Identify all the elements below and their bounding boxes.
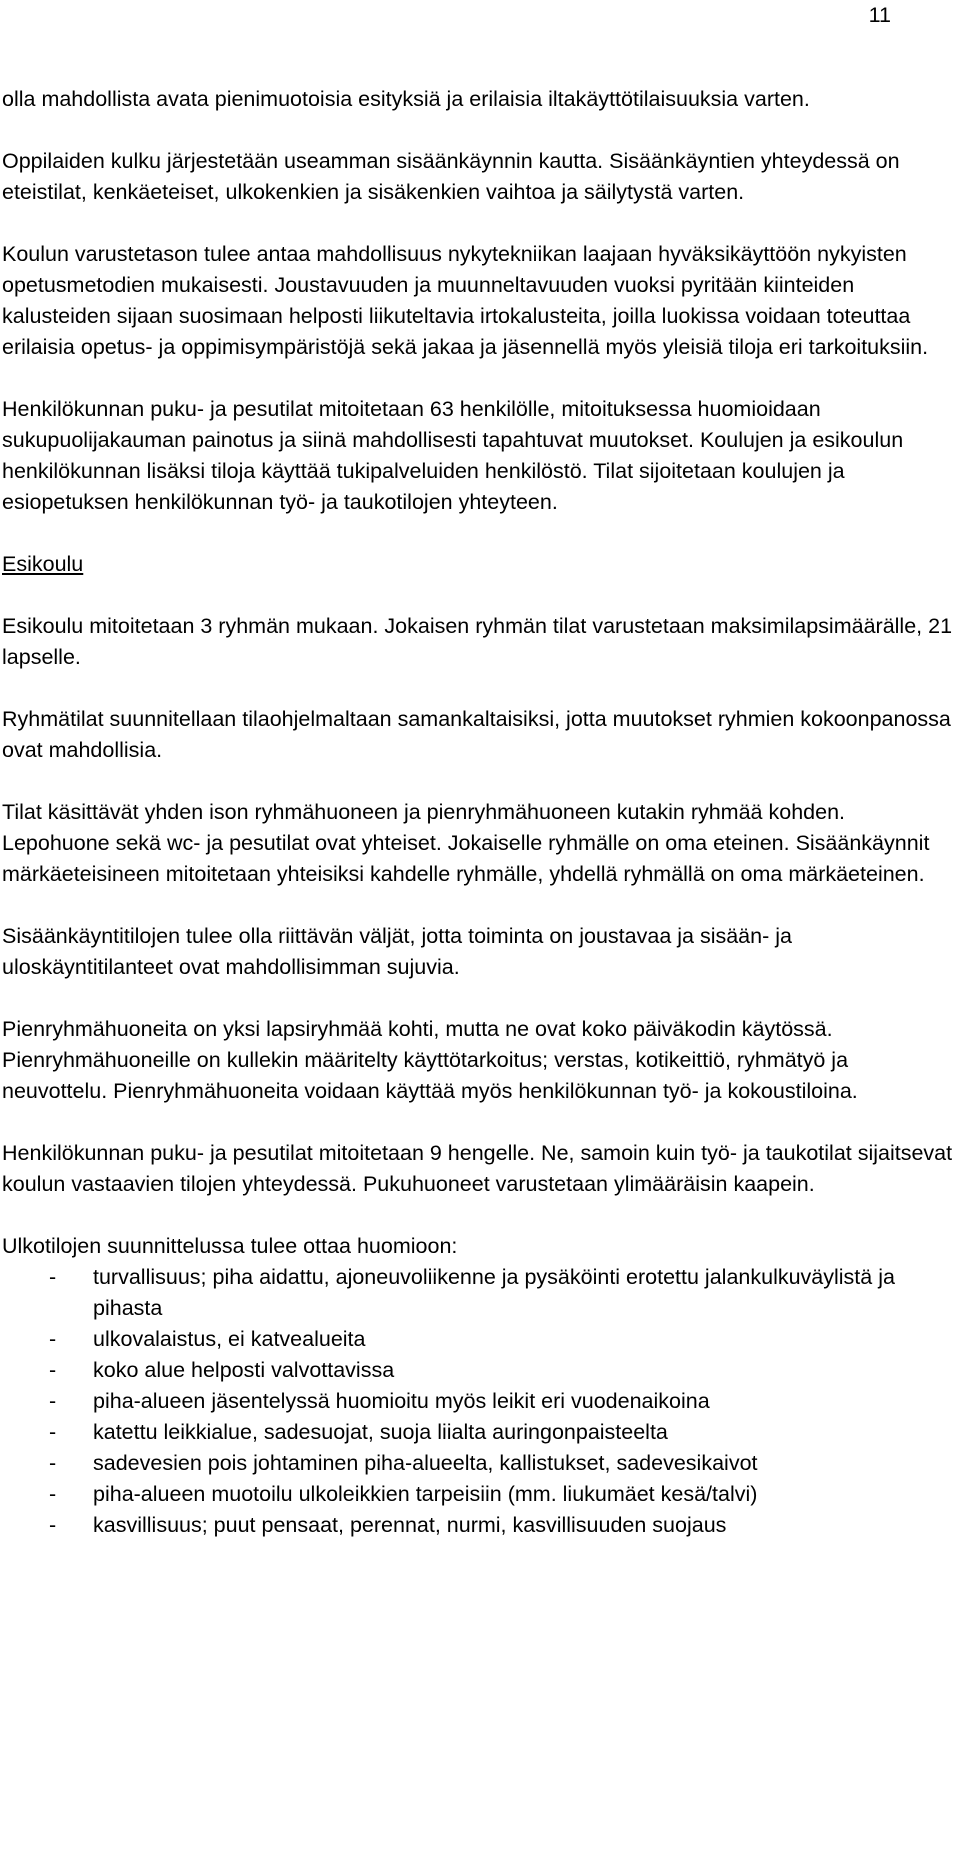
- list-item: [2, 1355, 957, 1386]
- list-item: [2, 1262, 957, 1324]
- page-number: 11: [868, 3, 891, 27]
- paragraph-equipment: Koulun varustetason tulee antaa mahdollisuus nykytekniikan laajaan hyväksikäyttöön nykyisten opetusmetodien mukaisesti. Joustavuuden ja muunneltavuuden vuoksi pyritään kiinteiden kalusteiden sijaan suosimaan helposti liikuteltavia irtokalusteita, joilla luokissa voidaan toteuttaa erilaisia opetus- ja oppimisympäristöjä sekä jakaa ja jäsennellä myös yleisiä tiloja eri tarkoituksiin.: [2, 242, 929, 359]
- list-item: [2, 1417, 957, 1448]
- paragraph-group-rooms: Ryhmätilat suunnitellaan tilaohjelmaltaan samankaltaisiksi, jotta muutokset ryhmien kokoonpanossa ovat mahdollisia.: [2, 707, 951, 762]
- list-item-text: piha-alueen jäsentelyssä huomioitu myös leikit eri vuodenaikoina: [93, 1389, 710, 1413]
- list-item-text: kasvillisuus; puut pensaat, perennat, nurmi, kasvillisuuden suojaus: [93, 1513, 727, 1537]
- list-item-text: sadevesien pois johtaminen piha-alueelta, kallistukset, sadevesikaivot: [93, 1451, 758, 1475]
- paragraph-small-group-rooms: Pienryhmähuoneita on yksi lapsiryhmää kohti, mutta ne ovat koko päiväkodin käytössä. Pienryhmähuoneille on kullekin määritelty käyttötarkoitus; verstas, kotikeittiö, ryhmätyö ja neuvottelu. Pienryhmähuoneita voidaan käyttää myös henkilökunnan työ- ja kokoustiloina.: [2, 1017, 858, 1103]
- list-item-text: koko alue helposti valvottavissa: [93, 1358, 395, 1382]
- paragraph-room-composition: Tilat käsittävät yhden ison ryhmähuoneen ja pienryhmähuoneen kutakin ryhmää kohden. Lepohuone sekä wc- ja pesutilat ovat yhteiset. Jokaiselle ryhmälle on oma eteinen. Sisäänkäynnit märkäeteisineen mitoitetaan yhteisiksi kahdelle ryhmälle, yhdellä ryhmällä on oma märkäeteinen.: [2, 800, 930, 886]
- paragraph-entrance-spaces: Sisäänkäyntitilojen tulee olla riittävän väljät, jotta toiminta on joustavaa ja sisään- ja uloskäyntitilanteet ovat mahdollisimman sujuvia.: [2, 924, 792, 979]
- list-dash: -: [49, 1358, 57, 1382]
- list-item-text: katettu leikkialue, sadesuojat, suoja liialta auringonpaisteelta: [93, 1420, 668, 1444]
- list-dash: -: [49, 1451, 57, 1475]
- paragraph-esikoulu-sizing: Esikoulu mitoitetaan 3 ryhmän mukaan. Jokaisen ryhmän tilat varustetaan maksimilapsimäärälle, 21 lapselle.: [2, 614, 953, 669]
- list-item-text: piha-alueen muotoilu ulkoleikkien tarpeisiin (mm. liukumäet kesä/talvi): [93, 1482, 758, 1506]
- list-item-text: turvallisuus; piha aidattu, ajoneuvoliikenne ja pysäköinti erotettu jalankulkuväylistä ja pihasta: [93, 1265, 895, 1320]
- list-intro: Ulkotilojen suunnittelussa tulee ottaa huomioon:: [2, 1234, 458, 1258]
- list-dash: -: [49, 1513, 57, 1537]
- list-item: [2, 1386, 957, 1417]
- list-item-text: ulkovalaistus, ei katvealueita: [93, 1327, 366, 1351]
- outdoor-considerations-list: [2, 1262, 957, 1541]
- list-dash: -: [49, 1389, 57, 1413]
- list-dash: -: [49, 1420, 57, 1444]
- list-item: [2, 1324, 957, 1355]
- paragraph-staff-esikoulu: Henkilökunnan puku- ja pesutilat mitoitetaan 9 hengelle. Ne, samoin kuin työ- ja taukotilat sijaitsevat koulun vastaavien tilojen yhteydessä. Pukuhuoneet varustetaan ylimääräisin kaapein.: [2, 1141, 953, 1196]
- paragraph-entrances: Oppilaiden kulku järjestetään useamman sisäänkäynnin kautta. Sisäänkäyntien yhteydessä on eteistilat, kenkäeteiset, ulkokenkien ja sisäkenkien vaihtoa ja säilytystä varten.: [2, 149, 900, 204]
- list-dash: -: [49, 1265, 57, 1289]
- list-item: [2, 1448, 957, 1479]
- page-content: [2, 84, 957, 1541]
- list-item: [2, 1510, 957, 1541]
- paragraph-staff-facilities: Henkilökunnan puku- ja pesutilat mitoitetaan 63 henkilölle, mitoituksessa huomioidaan sukupuolijakauman painotus ja siinä mahdollisesti tapahtuvat muutokset. Koulujen ja esikoulun henkilökunnan lisäksi tiloja käyttää tukipalveluiden henkilöstö. Tilat sijoitetaan koulujen ja esiopetuksen henkilökunnan työ- ja taukotilojen yhteyteen.: [2, 397, 904, 514]
- list-item: [2, 1479, 957, 1510]
- paragraph-evening-use: olla mahdollista avata pienimuotoisia esityksiä ja erilaisia iltakäyttötilaisuuksia varten.: [2, 87, 810, 111]
- list-dash: -: [49, 1327, 57, 1351]
- list-dash: -: [49, 1482, 57, 1506]
- section-heading-esikoulu: Esikoulu: [2, 552, 84, 576]
